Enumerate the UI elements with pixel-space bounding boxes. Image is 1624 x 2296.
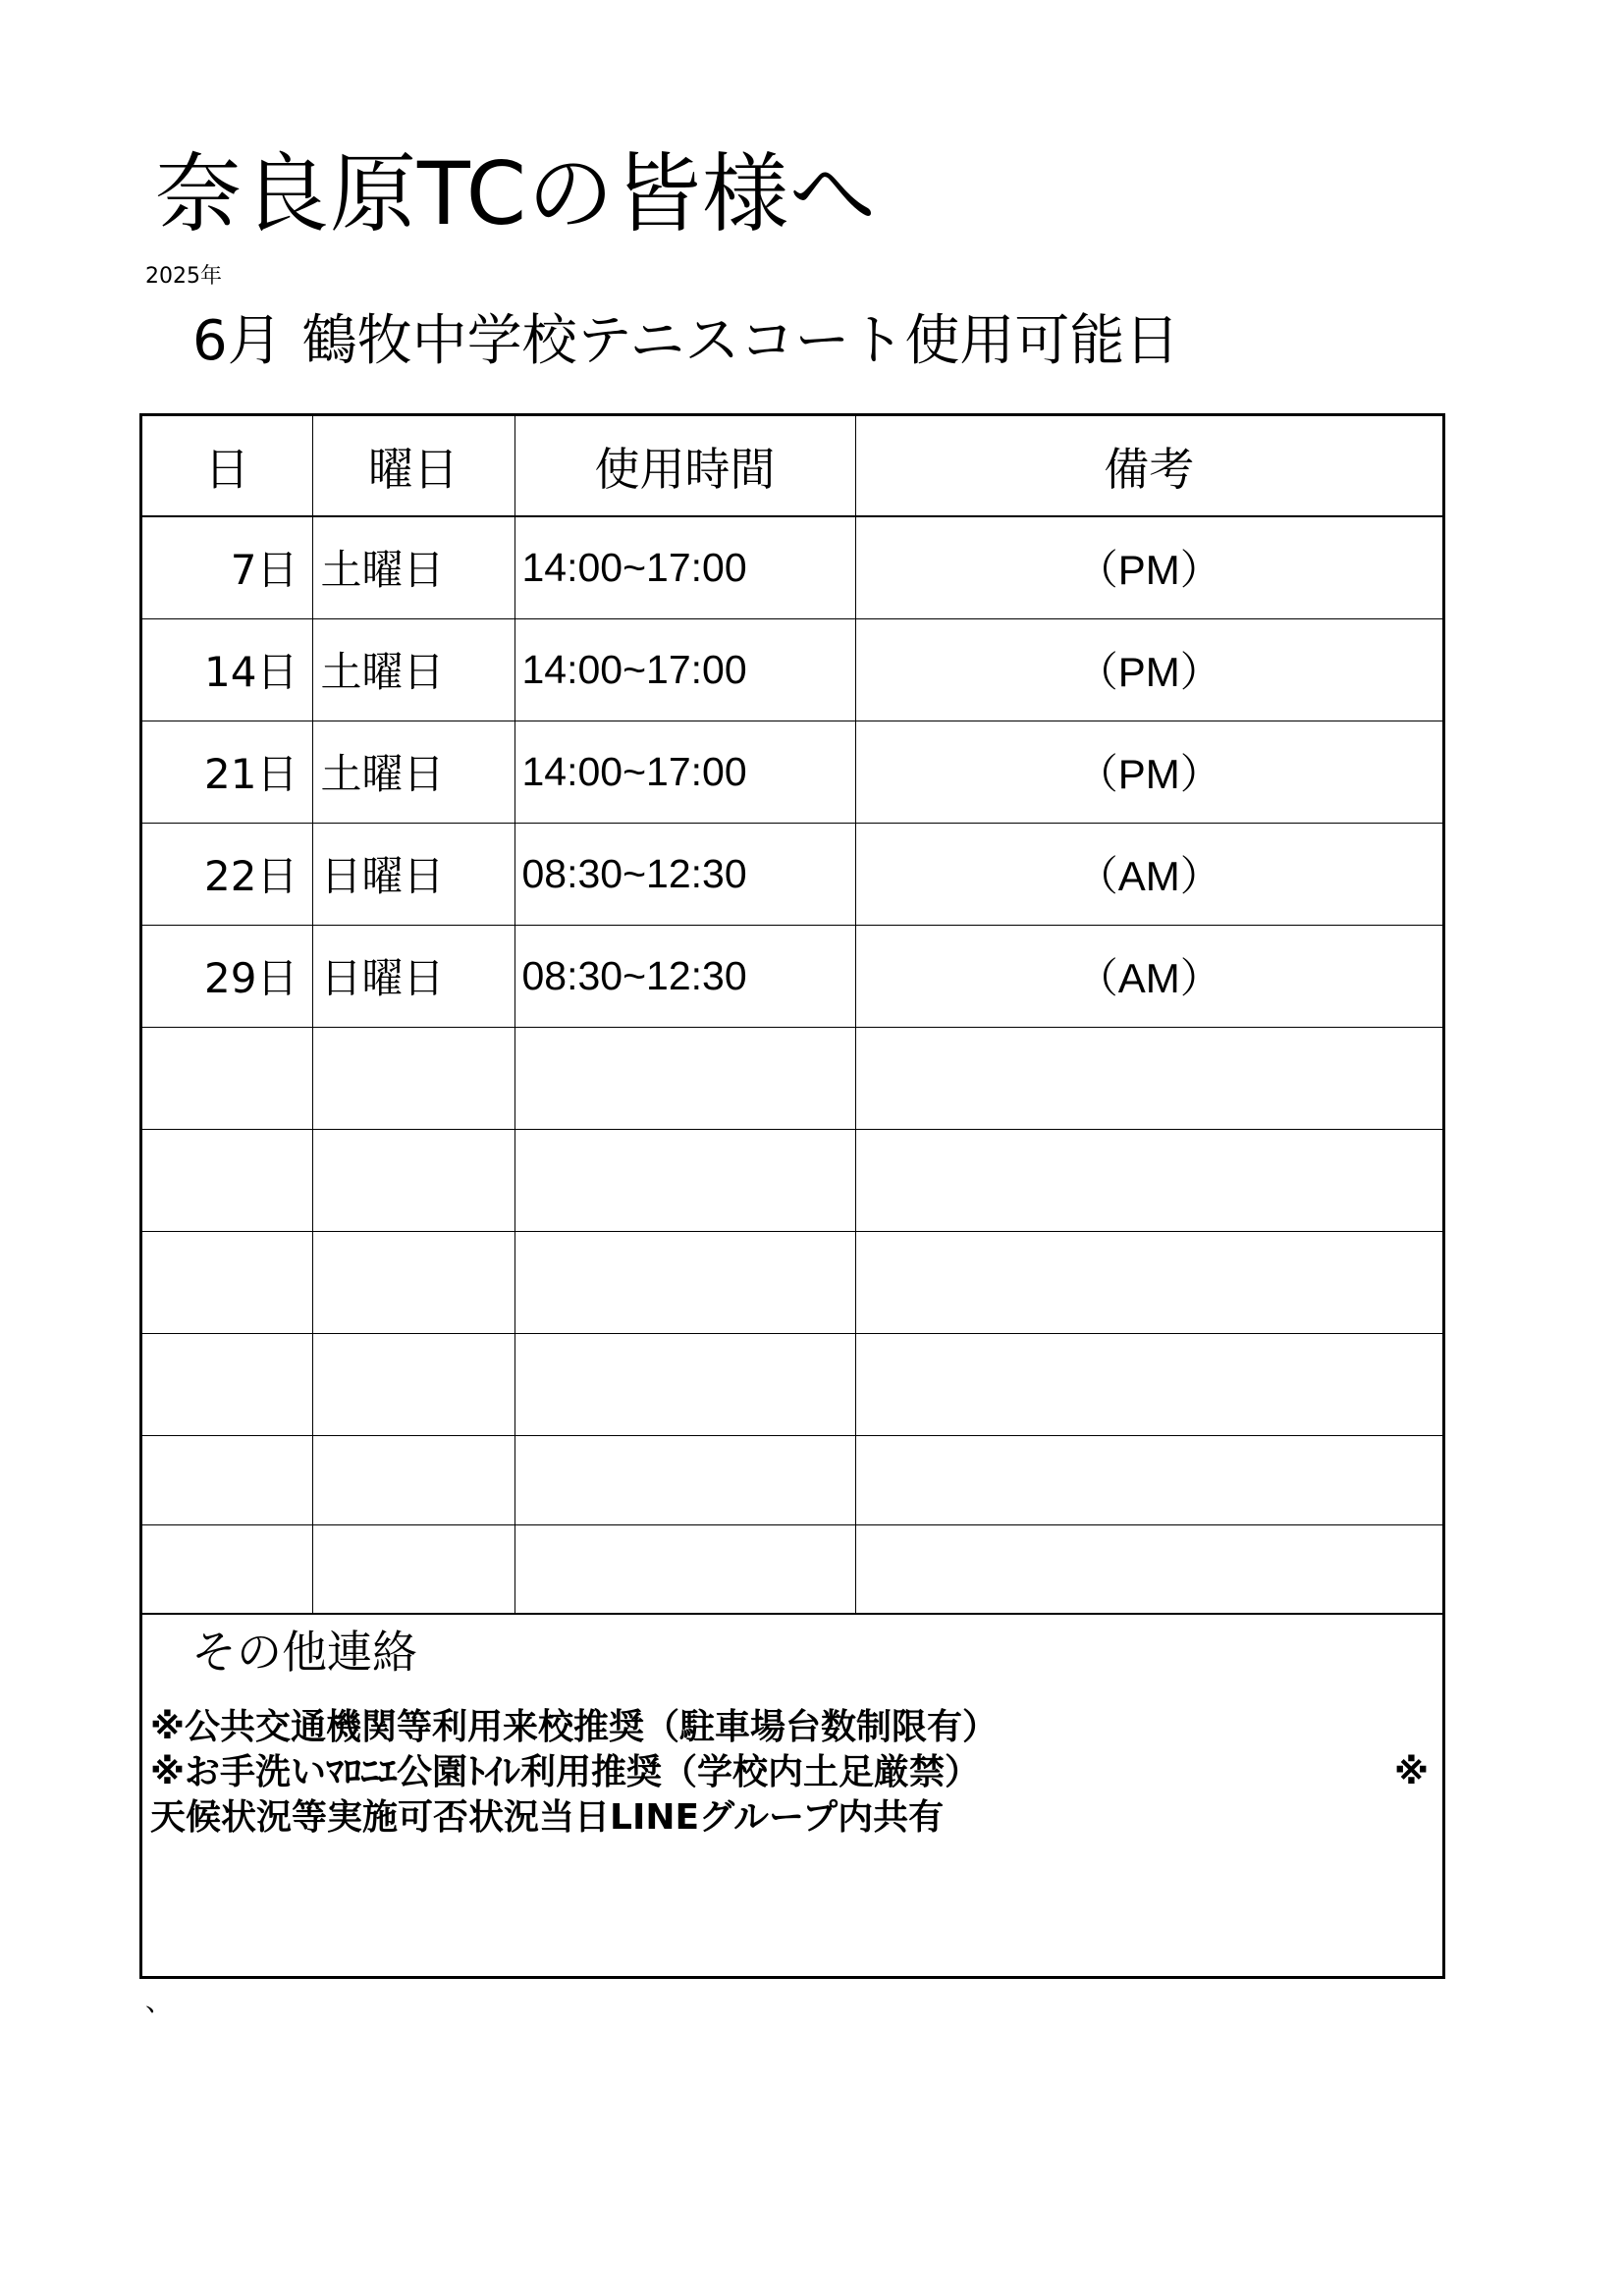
empty-cell	[514, 1129, 855, 1231]
cell-day: 22日	[142, 823, 312, 925]
empty-cell	[142, 1333, 312, 1435]
cell-weekday: 日曜日	[312, 823, 514, 925]
empty-cell	[855, 1435, 1442, 1524]
page-subtitle	[192, 306, 1179, 377]
table-row	[142, 618, 1442, 721]
stray-mark: 、	[145, 1985, 174, 2017]
cell-weekday: 土曜日	[312, 618, 514, 721]
empty-cell	[312, 1129, 514, 1231]
empty-cell	[855, 1524, 1442, 1614]
empty-cell	[855, 1333, 1442, 1435]
table-row-empty	[142, 1333, 1442, 1435]
empty-cell	[312, 1435, 514, 1524]
table-row-empty	[142, 1231, 1442, 1333]
empty-cell	[312, 1333, 514, 1435]
subtitle-text: 鶴牧中学校テニスコート使用可能日	[301, 309, 1180, 373]
cell-time: 14:00~17:00	[514, 516, 855, 618]
empty-cell	[142, 1231, 312, 1333]
empty-cell	[142, 1027, 312, 1129]
table-row	[142, 721, 1442, 823]
header-weekday: 曜日	[312, 416, 514, 516]
cell-time: 14:00~17:00	[514, 721, 855, 823]
cell-note: （AM）	[855, 925, 1442, 1027]
empty-cell	[312, 1524, 514, 1614]
cell-time: 08:30~12:30	[514, 925, 855, 1027]
header-time: 使用時間	[514, 416, 855, 516]
schedule-table	[142, 416, 1442, 1615]
empty-cell	[514, 1027, 855, 1129]
empty-cell	[855, 1027, 1442, 1129]
empty-cell	[514, 1435, 855, 1524]
cell-note: （PM）	[855, 618, 1442, 721]
table-row	[142, 516, 1442, 618]
empty-cell	[312, 1231, 514, 1333]
empty-cell	[514, 1524, 855, 1614]
table-row-empty	[142, 1027, 1442, 1129]
empty-cell	[142, 1524, 312, 1614]
table-row-empty	[142, 1129, 1442, 1231]
page-title: 奈良原TCの皆様へ	[155, 143, 878, 244]
empty-cell	[142, 1435, 312, 1524]
table-row	[142, 925, 1442, 1027]
cell-time: 14:00~17:00	[514, 618, 855, 721]
note-line: 天候状況等実施可否状況当日LINEグループ内共有	[150, 1797, 945, 1838]
cell-weekday: 日曜日	[312, 925, 514, 1027]
table-header-row	[142, 416, 1442, 516]
empty-cell	[514, 1333, 855, 1435]
other-notes-heading: その他連絡	[191, 1626, 417, 1679]
note-line: ※公共交通機関等利用来校推奨（駐車場台数制限有）	[150, 1707, 998, 1747]
other-notes-section	[142, 1615, 1442, 1978]
year-label: 2025年	[145, 264, 222, 289]
schedule-form	[139, 413, 1445, 1979]
cell-time: 08:30~12:30	[514, 823, 855, 925]
cell-day: 14日	[142, 618, 312, 721]
cell-day: 7日	[142, 516, 312, 618]
cell-note: （PM）	[855, 516, 1442, 618]
header-day: 日	[142, 416, 312, 516]
empty-cell	[855, 1129, 1442, 1231]
note-line: ※お手洗いﾏﾛﾆｴ公園ﾄｲﾚ利用推奨（学校内土足厳禁）	[150, 1752, 980, 1792]
cell-weekday: 土曜日	[312, 721, 514, 823]
cell-note: （AM）	[855, 823, 1442, 925]
table-row-empty	[142, 1435, 1442, 1524]
header-note: 備考	[855, 416, 1442, 516]
table-row-empty	[142, 1524, 1442, 1614]
empty-cell	[514, 1231, 855, 1333]
table-row	[142, 823, 1442, 925]
empty-cell	[142, 1129, 312, 1231]
month-label: 6月	[192, 309, 283, 373]
cell-note: （PM）	[855, 721, 1442, 823]
cell-day: 29日	[142, 925, 312, 1027]
empty-cell	[312, 1027, 514, 1129]
note-trailing-mark: ※	[1394, 1752, 1429, 1792]
empty-cell	[855, 1231, 1442, 1333]
cell-weekday: 土曜日	[312, 516, 514, 618]
cell-day: 21日	[142, 721, 312, 823]
